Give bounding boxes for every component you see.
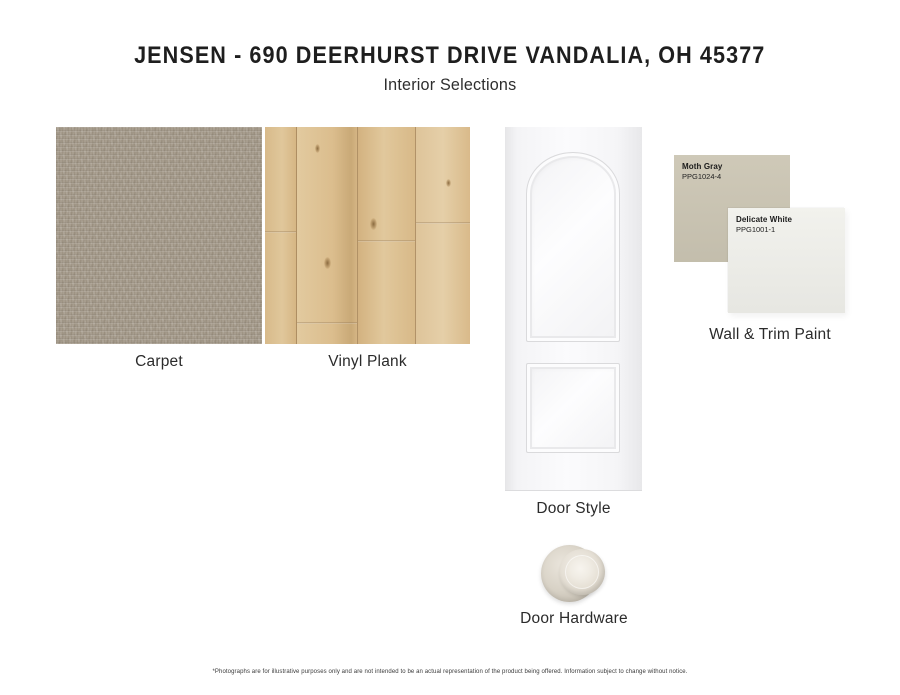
paint-code: PPG1001-1 xyxy=(736,225,776,234)
door-style-label: Door Style xyxy=(536,500,611,517)
door-style-image xyxy=(505,127,642,491)
vinyl-plank-board xyxy=(265,127,296,344)
paint-code: PPG1024-4 xyxy=(682,172,722,181)
plank-seam xyxy=(416,222,470,224)
door-hardware-label: Door Hardware xyxy=(520,610,628,627)
plank-seam xyxy=(297,322,358,324)
carpet-label: Carpet xyxy=(135,353,183,370)
plank-seam xyxy=(358,240,414,242)
wood-knot xyxy=(315,144,320,153)
vinyl-plank-board xyxy=(415,127,470,344)
carpet-swatch xyxy=(56,127,262,344)
page-subtitle: Interior Selections xyxy=(383,75,517,94)
paint-chip-delicate-white xyxy=(728,208,845,313)
wood-knot xyxy=(324,257,331,269)
door-lower-panel xyxy=(526,363,620,453)
plank-seam xyxy=(265,231,296,233)
door-knob-image xyxy=(538,540,610,610)
door-upper-arched-panel xyxy=(526,152,620,342)
vinyl-plank-swatch xyxy=(265,127,470,344)
page-title: JENSEN - 690 DEERHURST DRIVE VANDALIA, OH 45377 xyxy=(134,42,766,69)
vinyl-plank-board xyxy=(357,127,414,344)
vinyl-plank-board xyxy=(296,127,358,344)
paint-name: Moth Gray xyxy=(682,162,723,171)
wood-knot xyxy=(370,218,377,230)
vinyl-plank-label: Vinyl Plank xyxy=(328,353,407,370)
header xyxy=(0,42,900,70)
knob-face xyxy=(565,555,599,589)
paint-name: Delicate White xyxy=(736,215,793,224)
footer-disclaimer: *Photographs are for illustrative purposes only and are not intended to be an actual representation of the product being offered. Information subject to change without notice. xyxy=(212,669,688,675)
wall-trim-paint-label: Wall & Trim Paint xyxy=(709,326,831,343)
wood-knot xyxy=(446,179,451,187)
